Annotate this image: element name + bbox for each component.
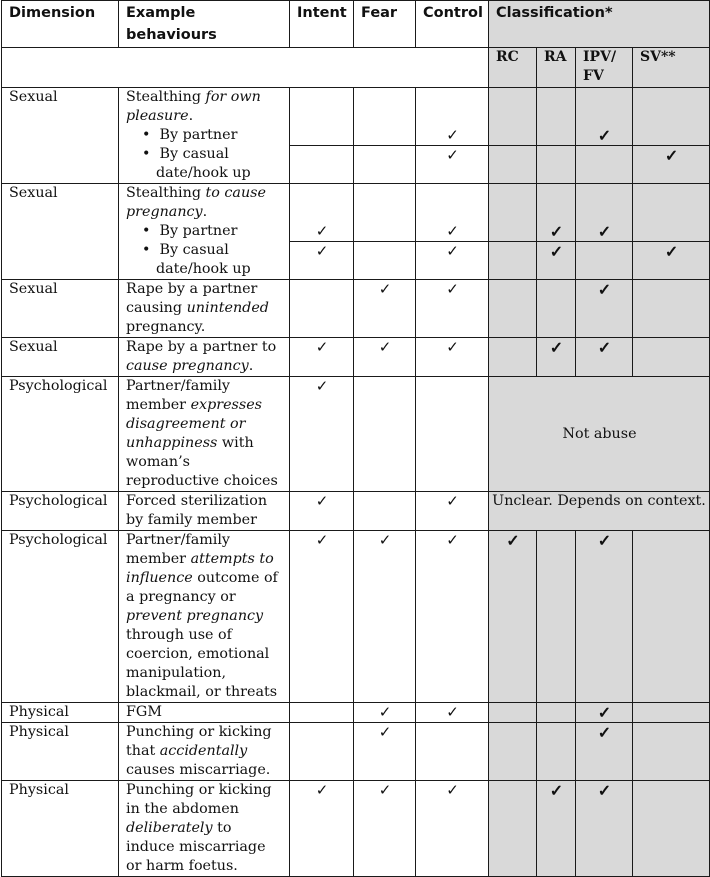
dimension-cell: Physical	[2, 781, 119, 877]
sv-cell	[633, 781, 710, 877]
behaviour-cell	[119, 531, 290, 703]
dimension-cell: Physical	[2, 723, 119, 781]
behaviour-emphasis: accidentally	[159, 743, 248, 759]
fear-cell	[354, 377, 416, 492]
header-rc: RC	[489, 48, 537, 88]
table-row	[2, 184, 710, 242]
header-sv: SV**	[633, 48, 710, 88]
bullet-text: By casual date/hook up	[156, 146, 251, 181]
behaviour-text: Punching or kicking that	[126, 724, 272, 759]
table-row	[2, 338, 710, 377]
ra-cell	[537, 145, 576, 184]
behaviour-emphasis: prevent pregnancy	[126, 608, 264, 624]
sv-cell	[633, 184, 710, 242]
ipv-check: ✓	[576, 703, 633, 723]
fear-check: ✓	[354, 703, 416, 723]
intent-cell	[290, 145, 354, 184]
behaviour-text: Partner/family member	[126, 378, 230, 413]
control-check: ✓	[416, 88, 489, 146]
sv-cell	[633, 703, 710, 723]
ipv-check: ✓	[576, 88, 633, 146]
behaviour-text: Stealthing	[126, 89, 206, 105]
ra-check: ✓	[537, 781, 576, 877]
header-row	[2, 1, 710, 48]
subheader-row	[2, 48, 710, 88]
rc-cell	[489, 184, 537, 242]
sv-cell	[633, 338, 710, 377]
header-ra: RA	[537, 48, 576, 88]
intent-cell	[290, 703, 354, 723]
ipv-cell	[576, 241, 633, 280]
behaviour-cell	[119, 88, 290, 146]
ra-cell	[537, 723, 576, 781]
behaviour-text: causes miscarriage.	[126, 762, 271, 778]
control-check: ✓	[416, 492, 489, 531]
header-classification: Classification*	[489, 1, 710, 48]
fear-check: ✓	[354, 531, 416, 703]
ra-check: ✓	[537, 241, 576, 280]
sv-cell	[633, 280, 710, 338]
control-cell	[416, 723, 489, 781]
behaviour-cell	[119, 781, 290, 877]
ra-cell	[537, 531, 576, 703]
bullet-text: By partner	[159, 127, 238, 143]
behaviour-text: to induce miscarriage or harm foetus.	[126, 820, 266, 874]
table-row	[2, 88, 710, 146]
fear-cell	[354, 145, 416, 184]
ra-cell	[537, 280, 576, 338]
intent-check: ✓	[290, 377, 354, 492]
intent-check: ✓	[290, 531, 354, 703]
behaviour-cell	[119, 723, 290, 781]
sv-cell	[633, 531, 710, 703]
ra-check: ✓	[537, 338, 576, 377]
behaviour-text: Rape by a partner to	[126, 339, 277, 355]
fear-cell	[354, 492, 416, 531]
table-row	[2, 703, 710, 723]
control-cell	[416, 377, 489, 492]
behaviour-cell: Forced sterilization by family member	[119, 492, 290, 531]
behaviour-text-end: .	[202, 204, 208, 220]
ipv-check: ✓	[576, 723, 633, 781]
ra-cell	[537, 703, 576, 723]
abuse-classification-table	[1, 0, 710, 877]
ipv-check: ✓	[576, 280, 633, 338]
dimension-cell: Psychological	[2, 492, 119, 531]
rc-cell	[489, 280, 537, 338]
header-control: Control	[416, 1, 489, 48]
dimension-cell: Psychological	[2, 377, 119, 492]
dimension-cell: Physical	[2, 703, 119, 723]
dimension-cell: Sexual	[2, 280, 119, 338]
ipv-check: ✓	[576, 781, 633, 877]
fear-check: ✓	[354, 723, 416, 781]
behaviour-text: Punching or kicking in the abdomen	[126, 782, 272, 817]
ipv-check: ✓	[576, 338, 633, 377]
intent-check: ✓	[290, 781, 354, 877]
intent-cell	[290, 280, 354, 338]
bullet-text: By casual date/hook up	[156, 242, 251, 277]
behaviour-cell	[119, 184, 290, 242]
header-behaviours: Example behaviours	[119, 1, 290, 48]
sv-cell	[633, 723, 710, 781]
fear-check: ✓	[354, 781, 416, 877]
table-row	[2, 781, 710, 877]
table-row	[2, 492, 710, 531]
dimension-cell: Psychological	[2, 531, 119, 703]
rc-cell	[489, 703, 537, 723]
fear-check: ✓	[354, 338, 416, 377]
behaviour-emphasis: attempts to influence	[126, 551, 274, 586]
rc-cell	[489, 145, 537, 184]
intent-check: ✓	[290, 338, 354, 377]
behaviour-text: outcome of a pregnancy or	[126, 570, 278, 605]
behaviour-cell: FGM	[119, 703, 290, 723]
ra-cell	[537, 88, 576, 146]
behaviour-text: .	[248, 358, 254, 374]
ipv-check: ✓	[576, 184, 633, 242]
behaviour-text: Partner/family member	[126, 532, 230, 567]
behaviour-cell	[119, 280, 290, 338]
intent-cell	[290, 723, 354, 781]
header-intent: Intent	[290, 1, 354, 48]
behaviour-emphasis: unintended	[186, 300, 269, 316]
fear-check: ✓	[354, 280, 416, 338]
dimension-cell: Sexual	[2, 184, 119, 280]
control-check: ✓	[416, 241, 489, 280]
control-check: ✓	[416, 781, 489, 877]
ra-check: ✓	[537, 184, 576, 242]
bullet-item: • By casual date/hook up	[142, 146, 251, 181]
intent-check: ✓	[290, 241, 354, 280]
intent-check: ✓	[290, 184, 354, 242]
behaviour-emphasis: to cause pregnancy	[126, 185, 266, 220]
rc-cell	[489, 88, 537, 146]
behaviour-cell	[119, 145, 290, 184]
control-check: ✓	[416, 338, 489, 377]
table-row	[2, 377, 710, 492]
table-row	[2, 531, 710, 703]
header-ipv-fv: IPV/ FV	[576, 48, 633, 88]
classification-not-abuse: Not abuse	[489, 377, 710, 492]
rc-cell	[489, 781, 537, 877]
header-fear: Fear	[354, 1, 416, 48]
rc-check: ✓	[489, 531, 537, 703]
dimension-cell: Sexual	[2, 88, 119, 184]
behaviour-text-end: .	[188, 108, 194, 124]
classification-unclear: Unclear. Depends on context.	[489, 492, 710, 531]
behaviour-cell	[119, 338, 290, 377]
behaviour-text: Rape by a partner causing	[126, 281, 258, 316]
intent-cell	[290, 88, 354, 146]
rc-cell	[489, 338, 537, 377]
dimension-cell: Sexual	[2, 338, 119, 377]
ipv-cell	[576, 145, 633, 184]
table-row	[2, 280, 710, 338]
bullet-text: By partner	[159, 223, 238, 239]
control-check: ✓	[416, 703, 489, 723]
rc-cell	[489, 241, 537, 280]
behaviour-text: pregnancy.	[126, 319, 206, 335]
behaviour-emphasis: expresses disagreement or unhappiness	[126, 397, 263, 451]
table-row	[2, 723, 710, 781]
behaviour-emphasis: deliberately	[126, 820, 213, 836]
behaviour-emphasis: cause pregnancy	[126, 358, 249, 374]
sv-check: ✓	[633, 241, 710, 280]
bullet-item: • By partner	[142, 223, 238, 239]
fear-cell	[354, 88, 416, 146]
behaviour-cell	[119, 377, 290, 492]
subheader-blank	[2, 48, 489, 88]
behaviour-text: Stealthing	[126, 185, 206, 201]
bullet-item: • By partner	[142, 127, 238, 143]
bullet-item: • By casual date/hook up	[142, 242, 251, 277]
fear-cell	[354, 184, 416, 242]
fear-cell	[354, 241, 416, 280]
control-check: ✓	[416, 280, 489, 338]
control-check: ✓	[416, 145, 489, 184]
behaviour-text: with woman’s reproductive choices	[126, 435, 278, 489]
control-check: ✓	[416, 184, 489, 242]
header-dimension: Dimension	[2, 1, 119, 48]
sv-cell	[633, 88, 710, 146]
behaviour-text: through use of coercion, emotional manipulation, blackmail, or threats	[126, 627, 278, 700]
ipv-check: ✓	[576, 531, 633, 703]
behaviour-emphasis: for own pleasure	[126, 89, 261, 124]
intent-check: ✓	[290, 492, 354, 531]
behaviour-cell	[119, 241, 290, 280]
rc-cell	[489, 723, 537, 781]
control-check: ✓	[416, 531, 489, 703]
sv-check: ✓	[633, 145, 710, 184]
